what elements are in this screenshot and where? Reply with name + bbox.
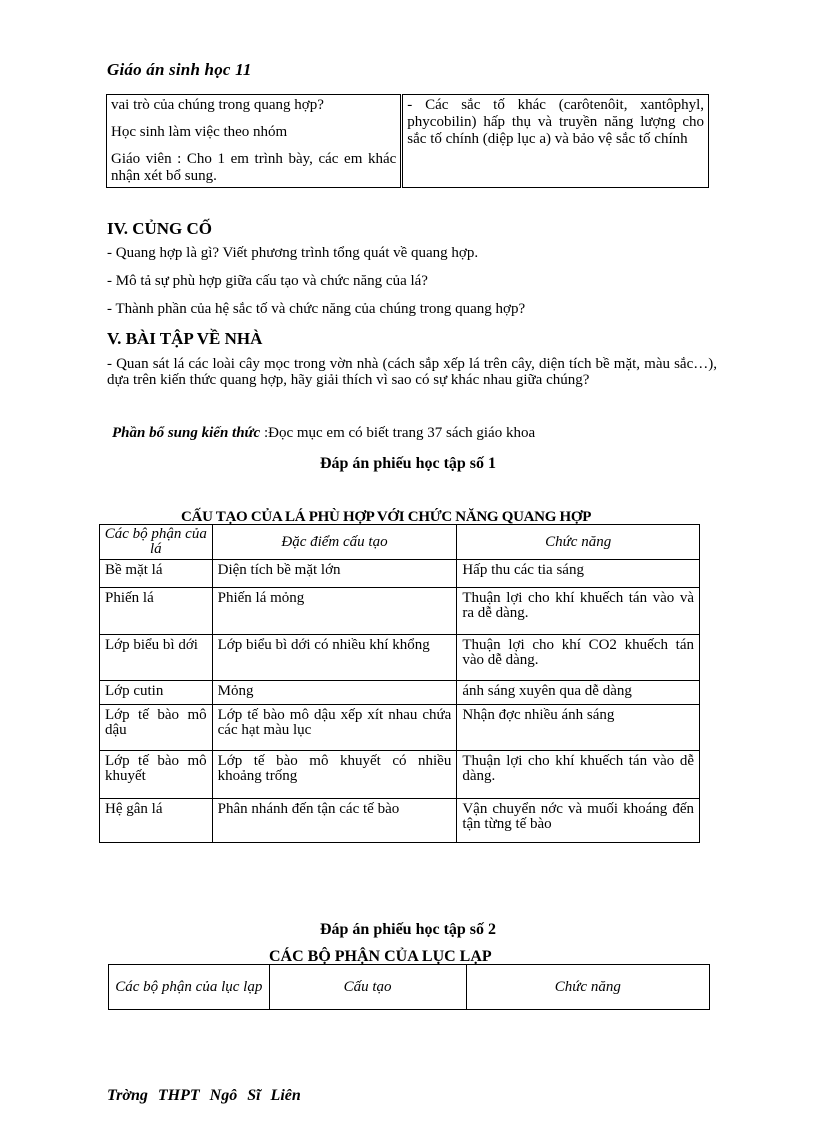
table-cell: Lớp biểu bì dới [100, 635, 213, 681]
answer-1-title: Đáp án phiếu học tập số 1 [319, 455, 497, 472]
school-footer: Trờng THPT Ngô Sĩ Liên [107, 1087, 301, 1104]
table-cell: Lớp cutin [100, 681, 213, 705]
table-cell: Diện tích bề mặt lớn [212, 560, 457, 588]
column-header: Các bộ phận của lục lạp [109, 965, 270, 1010]
section-4-heading: IV. CỦNG CỐ [107, 219, 213, 238]
table-cell: Lớp tế bào mô dậu xếp xít nhau chứa các hạt màu lục [212, 705, 457, 751]
supplement-label: Phần bổ sung kiến thức [112, 425, 261, 441]
table-cell: Lớp biểu bì dới có nhiều khí khổng [212, 635, 457, 681]
table-cell: Phiến lá [100, 588, 213, 635]
table-cell: Thuận lợi cho khí khuếch tán vào và ra dễ dàng. [457, 588, 700, 635]
activity-line: vai trò của chúng trong quang hợp? [111, 97, 324, 113]
column-header: Đặc điểm cấu tạo [212, 525, 457, 560]
chloroplast-table [108, 964, 710, 1010]
table-row [100, 560, 700, 588]
table-header-row [100, 525, 700, 560]
table-row [100, 681, 700, 705]
review-item: - Quang hợp là gì? Viết phương trình tổng quát về quang hợp. [107, 245, 479, 261]
table-cell: Lớp tế bào mô khuyết có nhiều khoảng trống [212, 751, 457, 799]
column-header: Các bộ phận của lá [100, 525, 213, 560]
table-cell: Lớp tế bào mô khuyết [100, 751, 213, 799]
table-cell: Vận chuyển nớc và muối khoáng đến tận từng tế bào [457, 799, 700, 843]
answer-2-table-caption: CÁC BỘ PHẬN CỦA LỤC LẠP [269, 948, 492, 965]
document-header-title: Giáo án sinh học 11 [107, 60, 252, 79]
column-header: Cấu tạo [269, 965, 466, 1010]
table-cell: Thuận lợi cho khí khuếch tán vào dễ dàng. [457, 751, 700, 799]
table-cell-content: - Các sắc tố khác (carôtenôit, xantôphyl, phycobilin) hấp thụ và truyền năng lượng cho sắc tố chính (diệp lục a) và bảo vệ sắc tố chính [402, 95, 709, 188]
table-cell: Phiến lá mỏng [212, 588, 457, 635]
activity-line: Học sinh làm việc theo nhóm [111, 124, 288, 140]
table-cell: Bề mặt lá [100, 560, 213, 588]
answer-1-table-caption: CẤU TẠO CỦA LÁ PHÙ HỢP VỚI CHỨC NĂNG QUANG HỢP [181, 509, 592, 525]
column-header: Chức năng [466, 965, 709, 1010]
homework-paragraph: - Quan sát lá các loài cây mọc trong vờn nhà (cách sắp xếp lá trên cây, diện tích bề mặt, màu sắc…), dựa trên kiến thức quang hợp, hãy giải thích vì sao có sự khác nhau giữa chúng? [107, 356, 717, 388]
section-5-heading: V. BÀI TẬP VỀ NHÀ [107, 329, 263, 348]
table-cell: Phân nhánh đến tận các tế bào [212, 799, 457, 843]
answer-2-title: Đáp án phiếu học tập số 2 [319, 921, 497, 938]
table-row [100, 751, 700, 799]
continuation-table [106, 94, 709, 188]
table-row [100, 799, 700, 843]
activity-line: Giáo viên : Cho 1 em trình bày, các em khác nhận xét bổ sung. [111, 151, 397, 184]
table-cell: Hấp thu các tia sáng [457, 560, 700, 588]
table-row [100, 705, 700, 751]
supplement-text: :Đọc mục em có biết trang 37 sách giáo khoa [263, 425, 536, 441]
table-header-row [109, 965, 710, 1010]
supplement-line [112, 425, 535, 442]
table-row [100, 635, 700, 681]
table-row [107, 95, 709, 188]
table-cell: ánh sáng xuyên qua dễ dàng [457, 681, 700, 705]
table-cell: Thuận lợi cho khí CO2 khuếch tán vào dễ dàng. [457, 635, 700, 681]
table-cell: Mỏng [212, 681, 457, 705]
leaf-structure-table [99, 524, 700, 843]
review-item: - Mô tả sự phù hợp giữa cấu tạo và chức năng của lá? [107, 273, 428, 289]
table-cell: Lớp tế bào mô dậu [100, 705, 213, 751]
table-cell: Nhận đợc nhiều ánh sáng [457, 705, 700, 751]
table-cell-activities [107, 95, 402, 188]
table-row [100, 588, 700, 635]
review-item: - Thành phần của hệ sắc tố và chức năng của chúng trong quang hợp? [107, 301, 526, 317]
table-cell: Hệ gân lá [100, 799, 213, 843]
column-header: Chức năng [457, 525, 700, 560]
